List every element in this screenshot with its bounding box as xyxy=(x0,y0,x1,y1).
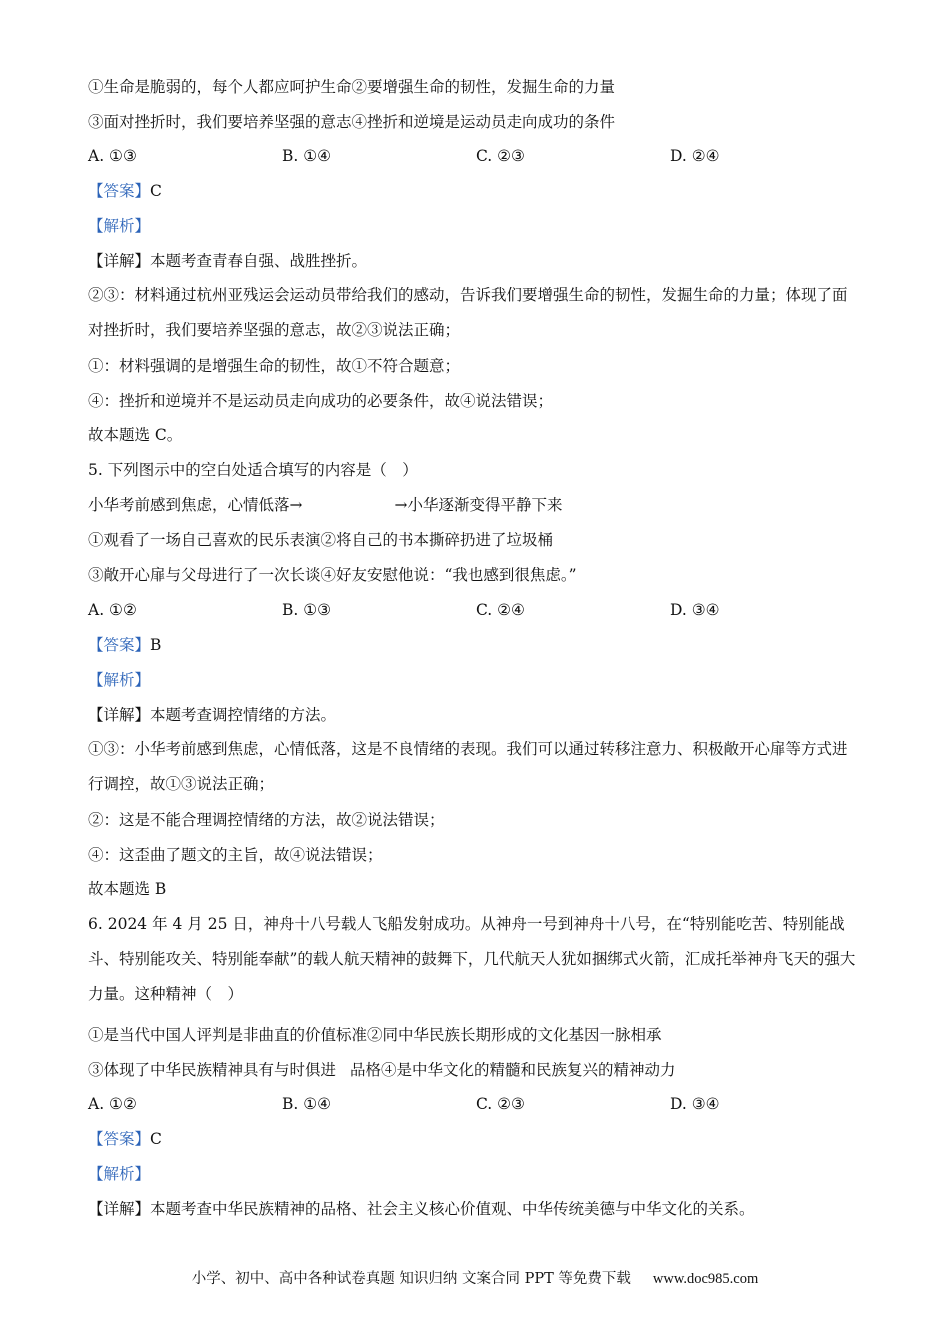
q6-statement-1: ①是当代中国人评判是非曲直的价值标准②同中华民族长期形成的文化基因一脉相承 xyxy=(88,1026,662,1044)
arrow-icon: → xyxy=(289,496,303,514)
answer-tag: 【答案】 xyxy=(88,636,151,654)
q4-explanation-1: ②③：材料通过杭州亚残运会运动员带给我们的感动，告诉我们要增强生命的韧性，发掘生命的力量；体现了面对挫折时，我们要培养坚强的意志，故②③说法正确； xyxy=(88,286,848,339)
detail-tag: 【详解】 xyxy=(88,252,151,270)
q4-analysis-tag: 【解析】 xyxy=(88,217,151,235)
q5-explanation-3: ④：这歪曲了题文的主旨，故④说法错误； xyxy=(88,846,383,864)
q4-explanation-3: ④：挫折和逆境并不是运动员走向成功的必要条件，故④说法错误； xyxy=(88,392,554,410)
q4-option-c: C. ②③ xyxy=(476,147,525,165)
q5-option-d: D. ③④ xyxy=(670,601,720,619)
q6-option-a: A. ①② xyxy=(88,1095,137,1113)
diagram-right-text: 小华逐渐变得平静下来 xyxy=(407,496,563,514)
page-footer xyxy=(0,1268,950,1290)
answer-tag: 【答案】 xyxy=(88,182,151,200)
diagram-left-text: 小华考前感到焦虑，心情低落 xyxy=(88,496,290,514)
answer-value: B xyxy=(150,636,162,654)
detail-text: 本题考查调控情绪的方法。 xyxy=(150,706,337,724)
q4-option-d: D. ②④ xyxy=(670,147,720,165)
q4-option-a: A. ①③ xyxy=(88,147,137,165)
q4-explanation-2: ①：材料强调的是增强生命的韧性，故①不符合题意； xyxy=(88,357,461,375)
q5-option-c: C. ②④ xyxy=(476,601,525,619)
q5-explanation-2: ②：这是不能合理调控情绪的方法，故②说法错误； xyxy=(88,811,445,829)
q6-option-b: B. ①④ xyxy=(282,1095,332,1113)
q4-conclusion: 故本题选 C。 xyxy=(88,426,183,444)
q5-statement-2: ③敞开心扉与父母进行了一次长谈④好友安慰他说：“我也感到很焦虑。” xyxy=(88,566,577,584)
footer-link[interactable]: www.doc985.com xyxy=(652,1271,759,1287)
q6-option-c: C. ②③ xyxy=(476,1095,525,1113)
footer-text: 小学、初中、高中各种试卷真题 知识归纳 文案合同 PPT 等免费下载 xyxy=(191,1271,631,1287)
detail-tag: 【详解】 xyxy=(88,706,151,724)
q6-answer xyxy=(88,1128,860,1150)
q4-statement-1: ①生命是脆弱的，每个人都应呵护生命②要增强生命的韧性，发掘生命的力量 xyxy=(88,78,616,96)
q6-detail xyxy=(88,1198,860,1220)
q5-stem: 5. 下列图示中的空白处适合填写的内容是（ ） xyxy=(88,461,418,479)
answer-tag: 【答案】 xyxy=(88,1130,151,1148)
q5-diagram xyxy=(88,494,860,516)
q5-option-b: B. ①③ xyxy=(282,601,332,619)
q6-option-d: D. ③④ xyxy=(670,1095,720,1113)
q5-conclusion: 故本题选 B xyxy=(88,880,167,898)
q4-detail xyxy=(88,250,860,272)
answer-value: C xyxy=(150,182,162,200)
detail-text: 本题考查青春自强、战胜挫折。 xyxy=(150,252,368,270)
q6-analysis-tag: 【解析】 xyxy=(88,1165,151,1183)
q5-option-a: A. ①② xyxy=(88,601,137,619)
arrow-icon: → xyxy=(394,496,408,514)
answer-value: C xyxy=(150,1130,162,1148)
detail-tag: 【详解】 xyxy=(88,1200,151,1218)
q4-answer xyxy=(88,180,860,202)
q6-stem: 6. 2024 年 4 月 25 日，神舟十八号载人飞船发射成功。从神舟一号到神舟十八号，在“特别能吃苦、特别能战斗、特别能攻关、特别能奉献”的载人航天精神的鼓舞下，几代航天人犹如捆绑式火箭，汇成托举神舟飞天的强大力量。这种精神（ ） xyxy=(88,915,856,1003)
statement-part-2: 品格④是中华文化的精髓和民族复兴的精神动力 xyxy=(350,1061,676,1079)
q5-analysis-tag: 【解析】 xyxy=(88,671,151,689)
detail-text: 本题考查中华民族精神的品格、社会主义核心价值观、中华传统美德与中华文化的关系。 xyxy=(150,1200,755,1218)
q4-option-b: B. ①④ xyxy=(282,147,332,165)
statement-part-1: ③体现了中华民族精神具有与时俱进 xyxy=(88,1061,337,1079)
q5-explanation-1: ①③：小华考前感到焦虑，心情低落，这是不良情绪的表现。我们可以通过转移注意力、积极敞开心扉等方式进行调控，故①③说法正确； xyxy=(88,740,848,793)
q5-statement-1: ①观看了一场自己喜欢的民乐表演②将自己的书本撕碎扔进了垃圾桶 xyxy=(88,531,554,549)
q5-answer xyxy=(88,634,860,656)
q4-statement-2: ③面对挫折时，我们要培养坚强的意志④挫折和逆境是运动员走向成功的条件 xyxy=(88,113,616,131)
q6-statement-2 xyxy=(88,1059,860,1081)
q5-detail xyxy=(88,704,860,726)
